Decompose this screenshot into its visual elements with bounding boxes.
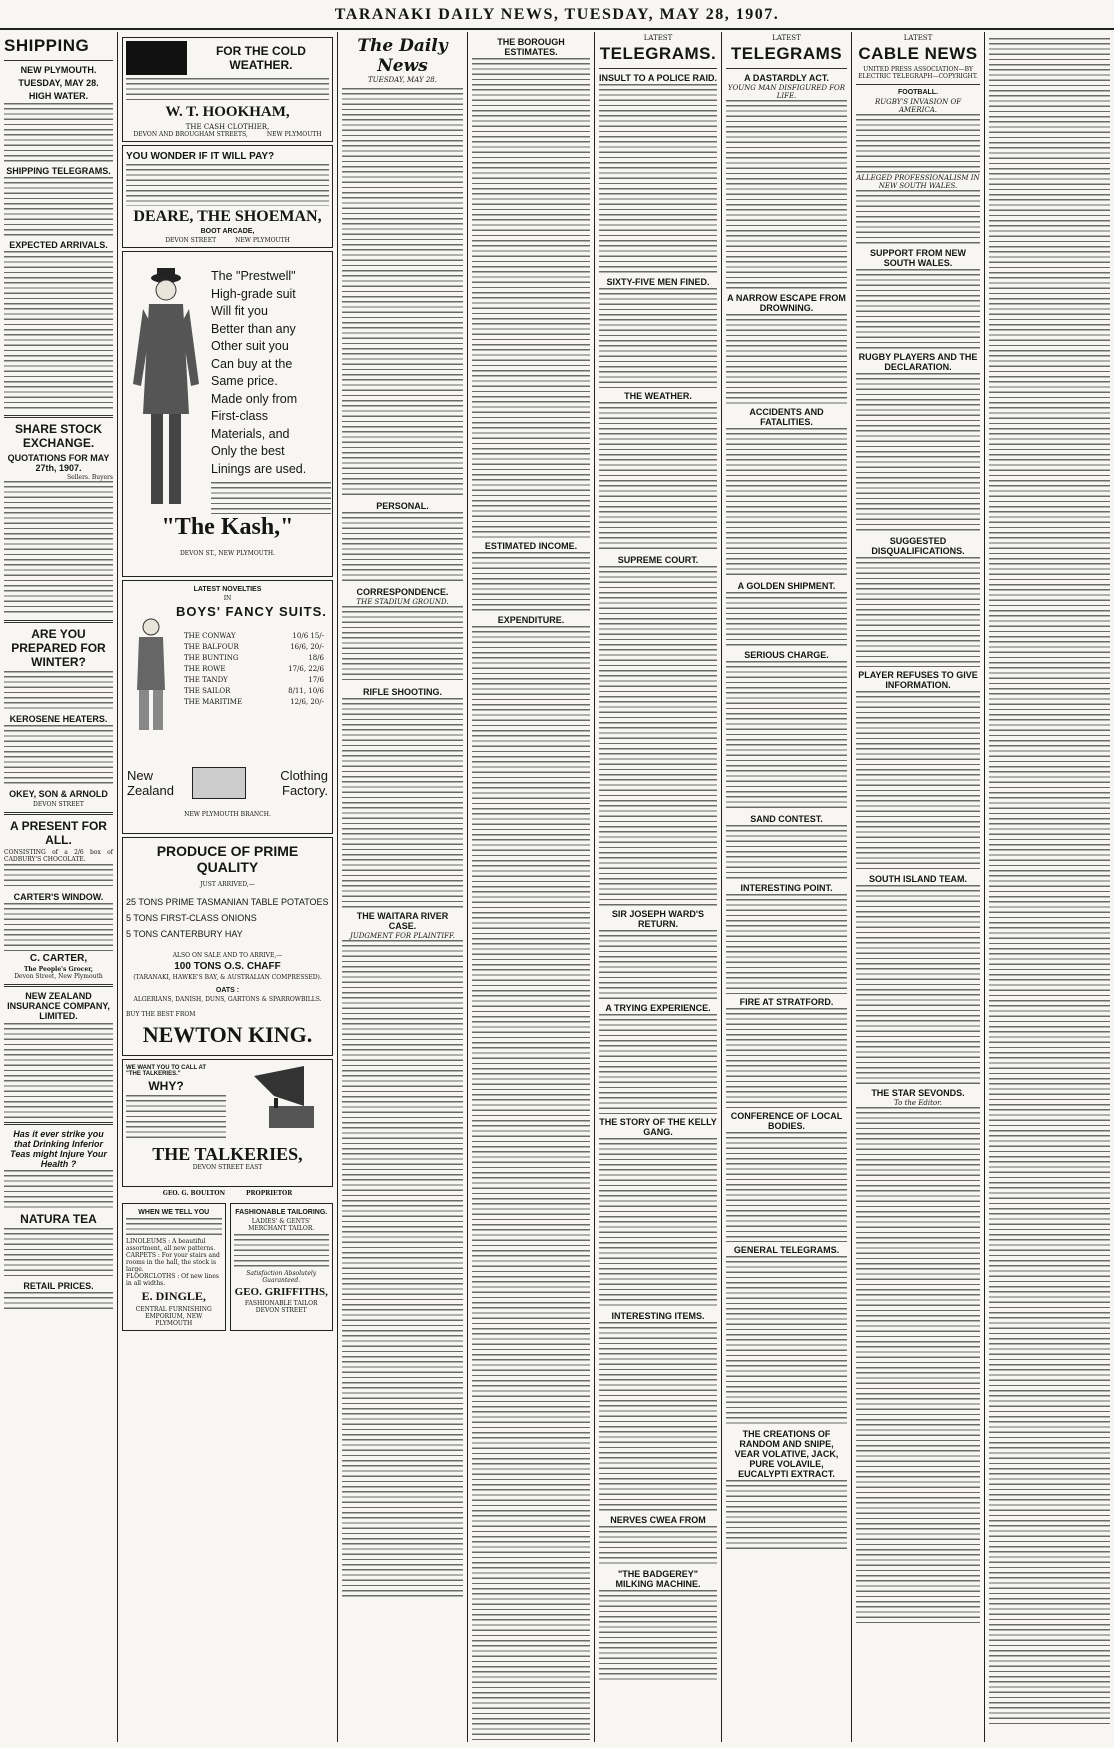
column-editorial	[338, 32, 468, 1742]
chaff-line: 100 TONS O.S. CHAFF	[174, 961, 281, 972]
ward-return-heading: SIR JOSEPH WARD'S RETURN.	[611, 909, 705, 929]
dingle-name: E. DINGLE,	[141, 1289, 206, 1303]
factory-right: Clothing Factory.	[280, 768, 328, 798]
golden-shipment-text	[726, 592, 847, 647]
waitara-river-text	[342, 940, 463, 1600]
shipping-telegrams-heading: SHIPPING TELEGRAMS.	[6, 166, 111, 176]
suit-row	[184, 697, 324, 708]
serious-charge-heading: SERIOUS CHARGE.	[744, 650, 829, 660]
cable-news-subheading: UNITED PRESS ASSOCIATION—BY ELECTRIC TELEGRAPH—COPYRIGHT.	[858, 66, 978, 80]
expenditure-heading: EXPENDITURE.	[497, 615, 565, 625]
produce-heading: PRODUCE OF PRIME QUALITY	[156, 843, 299, 875]
correspondence-text	[342, 606, 463, 684]
prestwell-line: Better than any	[211, 321, 296, 336]
suit-price-list	[184, 631, 324, 708]
editorial-text	[342, 88, 463, 498]
hookham-address: DEVON AND BROUGHAM STREETS, NEW PLYMOUTH	[133, 131, 322, 138]
nz-insurance-text	[4, 1023, 113, 1118]
correspondence-heading: CORRESPONDENCE.	[356, 587, 449, 597]
personal-text	[342, 512, 463, 584]
suit-row	[184, 675, 324, 686]
deare-subtitle: BOOT ARCADE,	[200, 228, 255, 235]
column-telegrams-1	[595, 32, 722, 1742]
boy-in-suit-illustration	[131, 615, 171, 735]
newton-king-advertisement	[122, 837, 333, 1056]
rugby-declaration-text	[856, 373, 980, 533]
suit-row	[184, 664, 324, 675]
south-island-text	[856, 885, 980, 1085]
suit-price: 10/6 15/-	[292, 632, 324, 640]
newton-king-name: NEWTON KING.	[142, 1022, 313, 1047]
also-on-sale: ALSO ON SALE AND TO ARRIVE,—	[172, 952, 283, 959]
column-borough	[468, 32, 595, 1742]
mines-heading: SIXTY-FIVE MEN FINED.	[606, 277, 710, 287]
interesting-items-heading: INTERESTING ITEMS.	[611, 1311, 705, 1321]
prestwell-line: Only the best	[211, 444, 285, 458]
deare-advertisement	[122, 145, 333, 248]
quotation-columns: Sellers. Buyers	[67, 474, 113, 481]
prestwell-line: Linings are used.	[211, 461, 307, 476]
produce-item: 25 TONS PRIME TASMANIAN TABLE POTATOES	[126, 897, 329, 907]
nz-insurance-heading: NEW ZEALAND INSURANCE COMPANY, LIMITED.	[7, 991, 110, 1022]
shipping-telegrams-text	[4, 177, 113, 237]
creations-heading: THE CREATIONS OF RANDOM AND SNIPE, VEAR VOLATIVE, JACK, PURE VOLAVILE, EUCALYPTI EXTRACT.	[734, 1429, 839, 1479]
accidents-heading: ACCIDENTS AND FATALITIES.	[749, 407, 824, 427]
buy-best: BUY THE BEST FROM	[126, 1011, 196, 1018]
carter-address: Devon Street, New Plymouth	[14, 973, 103, 981]
suit-row	[184, 686, 324, 697]
carter-text	[4, 903, 113, 951]
port-line: NEW PLYMOUTH.	[20, 65, 97, 75]
kelly-gang-heading: THE STORY OF THE KELLY GANG.	[599, 1117, 717, 1137]
conference-heading: CONFERENCE OF LOCAL BODIES.	[730, 1111, 843, 1131]
dingle-subtitle: CENTRAL FURNISHING EMPORIUM, NEW PLYMOUTH	[135, 1306, 212, 1327]
to-the-editor: To the Editor.	[894, 1099, 942, 1107]
dastardly-heading: A DASTARDLY ACT.	[744, 73, 829, 83]
player-refuses-heading: PLAYER REFUSES TO GIVE INFORMATION.	[858, 670, 978, 690]
general-telegrams-heading: GENERAL TELEGRAMS.	[733, 1245, 840, 1255]
linoleums-line: LINOLEUMS : A beautiful assortment, all new patterns.	[126, 1238, 216, 1252]
sand-contest-heading: SAND CONTEST.	[750, 814, 823, 824]
factory-left: New Zealand	[127, 768, 174, 798]
tea-question: Has it ever strike you that Drinking Inferior Teas might Injure Your Health ?	[10, 1129, 107, 1170]
nerves-heading: NERVES CWEA FROM	[610, 1515, 706, 1525]
boys-suits-heading: BOYS' FANCY SUITS.	[176, 604, 327, 619]
suit-name: THE MARITIME	[184, 698, 243, 706]
serious-charge-text	[726, 661, 847, 811]
dingle-intro	[126, 1218, 222, 1238]
present-text	[4, 864, 113, 889]
suit-name: THE BUNTING	[184, 654, 239, 662]
masthead: TARANAKI DAILY NEWS, TUESDAY, MAY 28, 1907.	[0, 6, 1114, 30]
when-we-tell: WHEN WE TELL YOU	[138, 1209, 210, 1216]
hookham-text	[126, 78, 329, 102]
south-island-heading: SOUTH ISLAND TEAM.	[869, 874, 967, 884]
quotations-heading: QUOTATIONS FOR MAY 27th, 1907.	[7, 453, 110, 473]
disqualifications-text	[856, 557, 980, 667]
professionalism-subheading: ALLEGED PROFESSIONALISM IN NEW SOUTH WALES.	[856, 174, 980, 190]
deare-address: DEVON STREET NEW PLYMOUTH	[165, 237, 290, 244]
kash-address: DEVON ST., NEW PLYMOUTH.	[179, 550, 275, 557]
fire-heading: FIRE AT STRATFORD.	[739, 997, 834, 1007]
why-heading: WHY?	[148, 1079, 184, 1093]
dastardly-subheading: YOUNG MAN DISFIGURED FOR LIFE.	[727, 84, 846, 100]
nerves-text	[599, 1526, 717, 1566]
suit-name: THE BALFOUR	[184, 643, 239, 651]
rugby-declaration-heading: RUGBY PLAYERS AND THE DECLARATION.	[858, 352, 978, 372]
oats-varieties: ALGERIANS, DANISH, DUNS, GARTONS & SPARROWBILLS.	[133, 996, 322, 1003]
stock-exchange-heading: SHARE STOCK EXCHANGE.	[14, 422, 103, 450]
share-list	[4, 481, 113, 616]
editorial-date: TUESDAY, MAY 28.	[368, 76, 437, 84]
rifle-shooting-heading: RIFLE SHOOTING.	[362, 687, 442, 697]
kash-name: "The Kash,"	[161, 514, 294, 540]
estimated-income-heading: ESTIMATED INCOME.	[484, 541, 578, 551]
produce-item: 5 TONS FIRST-CLASS ONIONS	[126, 913, 257, 923]
suit-price: 17/6, 22/6	[288, 665, 324, 673]
prestwell-line: The "Prestwell"	[211, 269, 296, 283]
support-text	[856, 269, 980, 349]
income-text	[472, 552, 590, 612]
chaff-origin: (TARANAKI, HAWKE'S BAY, & AUSTRALIAN COMPRESSED).	[133, 974, 322, 981]
football-subheading: RUGBY'S INVASION OF AMERICA.	[874, 98, 962, 114]
waitara-river-subheading: JUDGMENT FOR PLAINTIFF.	[350, 932, 455, 940]
prestwell-text	[211, 482, 331, 514]
date-line: TUESDAY, MAY 28.	[18, 78, 99, 88]
latest-label: LATEST	[643, 34, 673, 42]
carter-name: C. CARTER,	[29, 953, 88, 965]
telegrams-heading: TELEGRAMS.	[599, 44, 717, 63]
suit-name: THE TANDY	[184, 676, 228, 684]
cold-weather-heading: FOR THE COLD WEATHER.	[215, 44, 306, 72]
conference-text	[726, 1132, 847, 1242]
tea-text	[4, 1170, 113, 1210]
carter-window-heading: CARTER'S WINDOW.	[13, 892, 104, 903]
produce-item: 5 TONS CANTERBURY HAY	[126, 929, 243, 939]
deare-text	[126, 164, 329, 206]
fashionable-tailoring: FASHIONABLE TAILORING.	[235, 1209, 328, 1216]
prestwell-line: First-class	[211, 409, 268, 423]
interesting-point-heading: INTERESTING POINT.	[740, 883, 833, 893]
weather-heading: THE WEATHER.	[624, 391, 692, 401]
sand-contest-text	[726, 825, 847, 880]
golden-shipment-heading: A GOLDEN SHIPMENT.	[737, 581, 836, 591]
hookham-name: W. T. HOOKHAM,	[165, 104, 290, 120]
right-column-text	[989, 38, 1110, 1728]
waitara-river-heading: THE WAITARA RIVER CASE.	[356, 911, 449, 931]
just-arrived: JUST ARRIVED,—	[200, 881, 255, 888]
professionalism-text	[856, 190, 980, 245]
prestwell-line: Materials, and	[211, 426, 290, 441]
suit-row	[184, 642, 324, 653]
suit-price: 12/6, 20/-	[290, 698, 324, 706]
paper-title: The Daily News	[357, 36, 448, 76]
column-right-edge	[985, 32, 1114, 1742]
novelties-in: IN	[223, 595, 232, 602]
hookham-advertisement	[122, 37, 333, 142]
gramophone-illustration	[244, 1066, 324, 1136]
griffiths-advertisement	[230, 1203, 334, 1331]
suit-price: 18/6	[308, 654, 324, 662]
carter-tagline: The People's Grocer,	[23, 966, 94, 974]
suit-name: THE ROWE	[184, 665, 226, 673]
latest-label: LATEST	[772, 34, 801, 42]
star-sevonds-heading: THE STAR SEVONDS.	[871, 1088, 965, 1098]
prestwell-line: Can buy at the	[211, 356, 293, 371]
suit-price: 17/6	[308, 676, 324, 684]
talkeries-call: WE WANT YOU TO CALL AT "THE TALKERIES."	[126, 1065, 206, 1077]
griffiths-satisfaction: Satisfaction Absolutely Guaranteed.	[246, 1270, 317, 1284]
winter-text	[4, 671, 113, 711]
factory-branch: NEW PLYMOUTH BRANCH.	[184, 811, 271, 818]
floorcloths-line: FLOORCLOTHS : Of new lines in all widths.	[126, 1273, 220, 1287]
shipping-heading: SHIPPING	[4, 36, 90, 55]
suit-price: 16/6, 20/-	[290, 643, 324, 651]
suit-price: 8/11, 10/6	[288, 687, 324, 695]
natura-tea-text	[4, 1228, 113, 1278]
milking-machine-heading: "THE BADGEREY" MILKING MACHINE.	[615, 1569, 701, 1589]
talkeries-text	[126, 1095, 226, 1139]
latest-label: LATEST	[903, 34, 933, 42]
oats-heading: OATS :	[215, 987, 240, 994]
personal-heading: PERSONAL.	[376, 501, 429, 511]
talkeries-advertisement	[122, 1059, 333, 1187]
boys-suits-advertisement	[122, 580, 333, 834]
produce-list	[126, 894, 329, 942]
high-water-heading: HIGH WATER.	[28, 91, 89, 101]
dastardly-text	[726, 100, 847, 290]
cable-news-heading: CABLE NEWS	[858, 44, 978, 63]
creations-text	[726, 1480, 847, 1550]
football-text	[856, 114, 980, 174]
griffiths-name: GEO. GRIFFITHS,	[234, 1286, 328, 1298]
hookham-subtitle: THE CASH CLOTHIER,	[185, 123, 270, 131]
talkeries-name: THE TALKERIES,	[152, 1144, 303, 1164]
borough-estimates-heading: THE BOROUGH ESTIMATES.	[497, 37, 565, 57]
suit-row	[184, 653, 324, 664]
expected-arrivals-text	[4, 251, 113, 411]
man-in-suit-illustration	[129, 264, 203, 514]
suit-name: THE CONWAY	[184, 632, 236, 640]
prestwell-line: Will fit you	[211, 304, 268, 318]
okey-address: DEVON STREET	[33, 801, 84, 808]
general-telegrams-text	[726, 1256, 847, 1426]
griffiths-address: FASHIONABLE TAILOR DEVON STREET	[244, 1300, 318, 1314]
column-telegrams-2	[722, 32, 852, 1742]
interesting-point-text	[726, 894, 847, 994]
expenditure-text	[472, 626, 590, 1742]
supreme-court-heading: SUPREME COURT.	[617, 555, 699, 565]
griffiths-tag: LADIES' & GENTS' MERCHANT TAILOR.	[248, 1218, 315, 1232]
football-heading: FOOTBALL.	[897, 89, 939, 96]
telegrams-heading: TELEGRAMS	[730, 44, 843, 63]
winter-heading: ARE YOU PREPARED FOR WINTER?	[11, 627, 106, 669]
present-body: CONSISTING of a 2/6 box of CADBURY'S CHOCOLATE.	[4, 849, 113, 864]
okey-heading: OKEY, SON & ARNOLD	[9, 789, 108, 799]
support-heading: SUPPORT FROM NEW SOUTH WALES.	[870, 248, 966, 268]
correspondence-subheading: THE STADIUM GROUND.	[356, 598, 449, 606]
natura-tea-heading: NATURA TEA	[20, 1212, 97, 1227]
talkeries-address: DEVON STREET EAST	[192, 1164, 263, 1171]
mines-text	[599, 288, 717, 388]
kelly-gang-text	[599, 1138, 717, 1308]
fire-text	[726, 1008, 847, 1108]
suit-row	[184, 631, 324, 642]
suit-name: THE SAILOR	[184, 687, 231, 695]
drowning-text	[726, 314, 847, 404]
interesting-items-text	[599, 1322, 717, 1512]
star-sevonds-text	[856, 1107, 980, 1627]
insult-text	[599, 84, 717, 274]
wonder-heading: YOU WONDER IF IT WILL PAY?	[126, 151, 275, 162]
disqualifications-heading: SUGGESTED DISQUALIFICATIONS.	[871, 536, 965, 556]
prestwell-advertisement	[122, 251, 333, 577]
insult-heading: INSULT TO A POLICE RAID.	[599, 73, 718, 83]
prestwell-line: Other suit you	[211, 339, 289, 353]
prestwell-line: Same price.	[211, 374, 278, 388]
supreme-court-text	[599, 566, 717, 906]
rifle-shooting-text	[342, 698, 463, 908]
present-heading: A PRESENT FOR ALL.	[10, 819, 107, 847]
column-shipping	[0, 32, 118, 1742]
weather-text	[599, 402, 717, 552]
trying-experience-text	[599, 1014, 717, 1114]
ward-return-text	[599, 930, 717, 1000]
column-cable-news	[852, 32, 985, 1742]
accidents-text	[726, 428, 847, 578]
kerosene-heading: KEROSENE HEATERS.	[9, 714, 108, 724]
hookham-logo	[126, 41, 187, 75]
milking-machine-text	[599, 1590, 717, 1680]
player-refuses-text	[856, 691, 980, 871]
prestwell-line: High-grade suit	[211, 286, 296, 301]
boulton-proprietor: GEO. G. BOULTON PROPRIETOR	[162, 1190, 293, 1197]
carpets-line: CARPETS : For your stairs and rooms in the hall, the stock is large.	[126, 1252, 220, 1273]
borough-text	[472, 58, 590, 538]
retail-prices-text	[4, 1292, 113, 1312]
deare-name: DEARE, THE SHOEMAN,	[133, 208, 322, 225]
tide-table	[4, 103, 113, 163]
drowning-heading: A NARROW ESCAPE FROM DROWNING.	[727, 293, 846, 313]
prestwell-slogan	[211, 268, 331, 478]
factory-logo	[192, 767, 246, 799]
prestwell-line: Made only from	[211, 391, 298, 406]
column-advertisements	[118, 32, 338, 1742]
kerosene-text	[4, 725, 113, 787]
novelties-heading: LATEST NOVELTIES	[193, 586, 262, 593]
trying-experience-heading: A TRYING EXPERIENCE.	[605, 1003, 711, 1013]
griffiths-text	[234, 1234, 330, 1268]
dingle-advertisement	[122, 1203, 226, 1331]
expected-arrivals-heading: EXPECTED ARRIVALS.	[9, 240, 108, 250]
retail-prices-heading: RETAIL PRICES.	[23, 1281, 94, 1292]
